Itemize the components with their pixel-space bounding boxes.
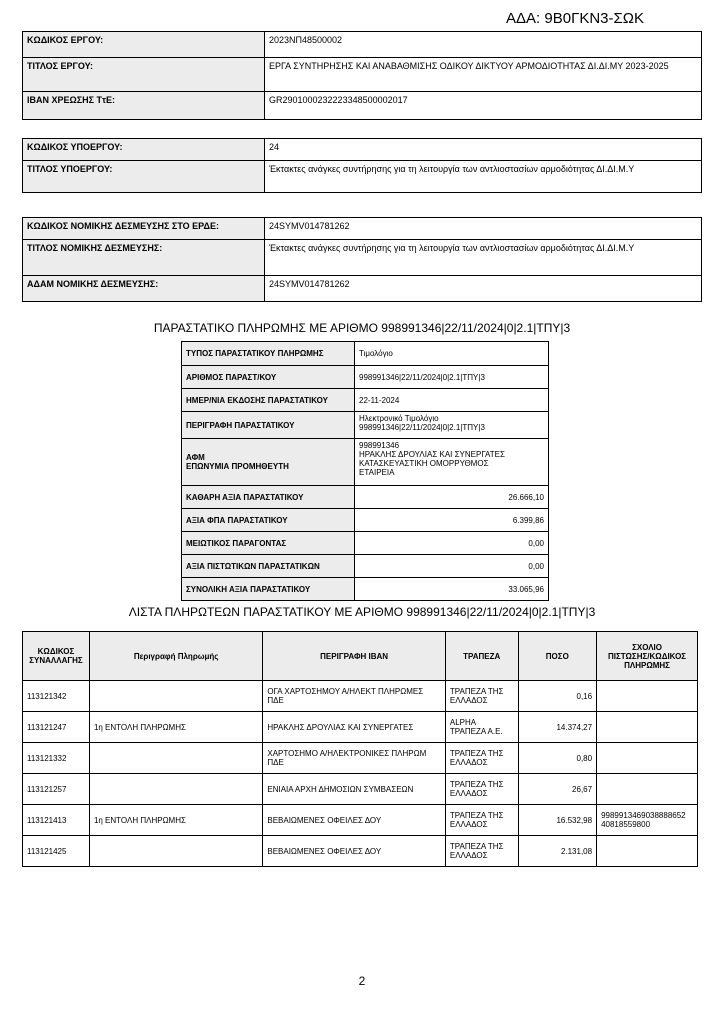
total-label: ΣΥΝΟΛΙΚΗ ΑΞΙΑ ΠΑΡΑΣΤΑΤΙΚΟΥ — [182, 578, 355, 601]
col-iban-header: ΠΕΡΙΓΡΑΦΗ IBAN — [263, 632, 446, 681]
header-line: ΚΩΔΙΚΟΣ — [37, 647, 75, 656]
payee-bank-2: ΕΛΛΑΔΟΣ — [449, 758, 488, 767]
subproject-table — [22, 138, 702, 193]
afm-number: 998991346 — [359, 441, 400, 450]
payee-code: 113121247 — [27, 722, 67, 732]
payee-bank — [445, 805, 518, 836]
subproject-code-label: ΚΩΔΙΚΟΣ ΥΠΟΕΡΓΟΥ: — [23, 139, 265, 161]
table-row — [182, 389, 549, 412]
payees-table — [22, 631, 698, 867]
payee-code — [23, 805, 90, 836]
col-code-header — [23, 632, 90, 681]
payee-desc — [89, 681, 262, 712]
payee-bank-1: ΤΡΑΠΕΖΑ ΤΗΣ — [449, 811, 504, 820]
payee-bank-1: ΤΡΑΠΕΖΑ ΤΗΣ — [449, 842, 504, 851]
payee-bank-2: ΕΛΛΑΔΟΣ — [449, 789, 488, 798]
payee-desc — [89, 836, 262, 867]
payee-code — [23, 743, 90, 774]
payees-title: ΛΙΣΤΑ ΠΛΗΡΩΤΕΩΝ ΠΑΡΑΣΤΑΤΙΚΟΥ ΜΕ ΑΡΙΘΜΟ 998991346|22/11/2024|0|2.1|ΤΠΥ|3 — [128, 605, 596, 619]
payee-note — [597, 836, 698, 867]
payee-note — [597, 774, 698, 805]
payee-amount: 0,16 — [576, 691, 593, 701]
payee-bank — [445, 743, 518, 774]
payee-amount — [518, 774, 597, 805]
table-row — [23, 836, 698, 867]
commitment-title-label: ΤΙΤΛΟΣ ΝΟΜΙΚΗΣ ΔΕΣΜΕΥΣΗΣ: — [23, 240, 265, 276]
payee-desc — [89, 712, 262, 743]
col-amount-header: ΠΟΣΟ — [518, 632, 597, 681]
commitment-code-value: 24SYMV014781262 — [265, 218, 702, 240]
payee-code: 113121413 — [27, 815, 67, 825]
payee-desc — [89, 805, 262, 836]
payee-iban-1: ΒΕΒΑΙΩΜΕΝΕΣ ΟΦΕΙΛΕΣ ΔΟΥ — [267, 815, 382, 825]
afm-value — [355, 439, 549, 486]
supplier-name-line: ΗΡΑΚΛΗΣ ΔΡΟΥΛΙΑΣ ΚΑΙ ΣΥΝΕΡΓΑΤΕΣ — [359, 450, 505, 459]
payee-code: 113121425 — [27, 846, 67, 856]
invoice-title: ΠΑΡΑΣΤΑΤΙΚΟ ΠΛΗΡΩΜΗΣ ΜΕ ΑΡΙΘΜΟ 998991346|22/11/2024|0|2.1|ΤΠΥ|3 — [153, 321, 571, 335]
payee-iban — [263, 743, 446, 774]
project-code-label: ΚΩΔΙΚΟΣ ΕΡΓΟΥ: — [23, 32, 265, 58]
payee-note-2: 40818559800 — [601, 820, 651, 829]
table-row — [182, 439, 549, 486]
table-row — [182, 578, 549, 601]
col-note-header — [597, 632, 698, 681]
invoice-type-label: ΤΥΠΟΣ ΠΑΡΑΣΤΑΤΙΚΟΥ ΠΛΗΡΩΜΗΣ — [182, 342, 355, 366]
invoice-date-value: 22-11-2024 — [355, 389, 549, 412]
table-row — [23, 161, 702, 193]
payee-iban-1: ΗΡΑΚΛΗΣ ΔΡΟΥΛΙΑΣ ΚΑΙ ΣΥΝΕΡΓΑΤΕΣ — [267, 722, 414, 732]
vat-label: ΑΞΙΑ ΦΠΑ ΠΑΡΑΣΤΑΤΙΚΟΥ — [182, 509, 355, 532]
col-desc-header: Περιγραφή Πληρωμής — [89, 632, 262, 681]
adam-value: 24SYMV014781262 — [265, 276, 702, 302]
payee-note — [597, 743, 698, 774]
header-line: ΠΙΣΤΩΣΗΣ/ΚΩΔΙΚΟΣ — [607, 651, 687, 661]
payee-note-1: 9989913469038888652 — [601, 811, 686, 820]
payee-bank — [445, 712, 518, 743]
credit-label: ΑΞΙΑ ΠΙΣΤΩΤΙΚΩΝ ΠΑΡΑΣΤΑΤΙΚΩΝ — [182, 555, 355, 578]
payee-iban-2: ΠΔΕ — [267, 696, 284, 705]
payee-amount: 14.374,27 — [556, 722, 593, 732]
invoice-desc-line: 998991346|22/11/2024|0|2.1|ΤΠΥ|3 — [359, 423, 485, 432]
net-value: 26.666,10 — [355, 486, 549, 509]
col-bank-header: ΤΡΑΠΕΖΑ — [445, 632, 518, 681]
payee-bank — [445, 836, 518, 867]
payee-code — [23, 712, 90, 743]
payee-amount — [518, 743, 597, 774]
project-code-value: 2023ΝΠ48500002 — [265, 32, 702, 58]
invoice-date-label: ΗΜΕΡ/ΝΙΑ ΕΚΔΟΣΗΣ ΠΑΡΑΣΤΑΤΙΚΟΥ — [182, 389, 355, 412]
table-row — [182, 532, 549, 555]
payee-iban-1: ΟΓΑ ΧΑΡΤΟΣΗΜΟΥ Α/ΗΛΕΚΤ ΠΛΗΡΩΜΕΣ — [267, 687, 424, 696]
payee-code — [23, 836, 90, 867]
table-row — [23, 681, 698, 712]
afm-label — [182, 439, 355, 486]
payee-amount — [518, 805, 597, 836]
table-row — [23, 712, 698, 743]
payee-iban — [263, 774, 446, 805]
payee-code: 113121257 — [27, 784, 67, 794]
invoice-table — [181, 341, 549, 601]
payee-bank-2: ΕΛΛΑΔΟΣ — [449, 820, 488, 829]
vat-value: 6.399,86 — [355, 509, 549, 532]
payee-iban-1: ΕΝΙΑΙΑ ΑΡΧΗ ΔΗΜΟΣΙΩΝ ΣΥΜΒΑΣΕΩΝ — [267, 784, 414, 794]
table-row — [23, 240, 702, 276]
header-line: ΠΛΗΡΩΜΗΣ — [624, 660, 670, 670]
table-row — [182, 412, 549, 439]
payee-iban-1: ΧΑΡΤΟΣΗΜΟ Α/ΗΛΕΚΤΡΟΝΙΚΕΣ ΠΛΗΡΩΜ — [267, 749, 427, 758]
iban-value: GR2901000232223348500002017 — [265, 92, 702, 120]
payee-code: 113121332 — [27, 753, 67, 763]
payee-amount: 0,80 — [576, 753, 593, 763]
header-line: ΣΥΝΑΛΛΑΓΗΣ — [29, 656, 83, 665]
supplier-name-line: ΚΑΤΑΣΚΕΥΑΣΤΙΚΗ ΟΜΟΡΡΥΘΜΟΣ — [359, 459, 489, 468]
payee-desc — [89, 743, 262, 774]
total-value: 33.065,96 — [355, 578, 549, 601]
commitment-title-value: Έκτακτες ανάγκες συντήρησης για τη λειτουργία των αντλιοστασίων αρμοδιότητας ΔΙ.ΔΙ.Μ.Υ — [265, 240, 702, 276]
ada-code: ΑΔΑ: 9Β0ΓΚΝ3-ΣΩΚ — [506, 10, 644, 27]
table-row — [182, 486, 549, 509]
invoice-number-label: ΑΡΙΘΜΟΣ ΠΑΡΑΣΤ/ΚΟΥ — [182, 366, 355, 389]
reduce-value: 0,00 — [355, 532, 549, 555]
invoice-desc-value — [355, 412, 549, 439]
payee-bank-2: ΕΛΛΑΔΟΣ — [449, 696, 488, 705]
payee-code — [23, 774, 90, 805]
credit-value: 0,00 — [355, 555, 549, 578]
project-table — [22, 31, 702, 120]
afm-label-line: ΑΦΜ — [186, 453, 205, 462]
table-row — [23, 32, 702, 58]
payee-bank-1: ΤΡΑΠΕΖΑ ΤΗΣ — [449, 687, 504, 696]
commitment-code-label: ΚΩΔΙΚΟΣ ΝΟΜΙΚΗΣ ΔΕΣΜΕΥΣΗΣ ΣΤΟ ΕΡΔΕ: — [23, 218, 265, 240]
payee-bank-2: ΕΛΛΑΔΟΣ — [449, 851, 488, 860]
payee-iban — [263, 805, 446, 836]
payee-amount — [518, 681, 597, 712]
payee-iban-1: ΒΕΒΑΙΩΜΕΝΕΣ ΟΦΕΙΛΕΣ ΔΟΥ — [267, 846, 382, 856]
adam-label: ΑΔΑΜ ΝΟΜΙΚΗΣ ΔΕΣΜΕΥΣΗΣ: — [23, 276, 265, 302]
invoice-type-value: Τιμολόγιο — [355, 342, 549, 366]
payee-note — [597, 681, 698, 712]
invoice-desc-label: ΠΕΡΙΓΡΑΦΗ ΠΑΡΑΣΤΑΤΙΚΟΥ — [182, 412, 355, 439]
payee-bank-1: ΤΡΑΠΕΖΑ ΤΗΣ — [449, 749, 504, 758]
payee-bank — [445, 774, 518, 805]
payee-iban — [263, 712, 446, 743]
table-row — [23, 218, 702, 240]
invoice-number-value: 998991346|22/11/2024|0|2.1|ΤΠΥ|3 — [355, 366, 549, 389]
table-row — [23, 58, 702, 92]
payee-amount — [518, 836, 597, 867]
iban-label: IBAN ΧΡΕΩΣΗΣ ΤτΕ: — [23, 92, 265, 120]
subproject-title-label: ΤΙΤΛΟΣ ΥΠΟΕΡΓΟΥ: — [23, 161, 265, 193]
table-row — [23, 743, 698, 774]
table-header-row — [23, 632, 698, 681]
payee-bank-2: ΤΡΑΠΕΖΑ Α.Ε. — [449, 727, 503, 736]
payee-iban — [263, 681, 446, 712]
invoice-desc-line: Ηλεκτρονικό Τιμολόγιο — [359, 414, 439, 423]
payee-code: 113121342 — [27, 691, 67, 701]
payee-bank-1: ΤΡΑΠΕΖΑ ΤΗΣ — [449, 780, 504, 789]
payee-desc — [89, 774, 262, 805]
payee-code — [23, 681, 90, 712]
payee-iban-2: ΠΔΕ — [267, 758, 284, 767]
reduce-label: ΜΕΙΩΤΙΚΟΣ ΠΑΡΑΓΟΝΤΑΣ — [182, 532, 355, 555]
table-row — [23, 805, 698, 836]
table-row — [23, 774, 698, 805]
table-row — [23, 276, 702, 302]
table-row — [23, 92, 702, 120]
payee-note — [597, 712, 698, 743]
payee-note — [597, 805, 698, 836]
payee-amount: 16.532,98 — [556, 815, 593, 825]
page-number: 2 — [358, 974, 366, 988]
payee-bank — [445, 681, 518, 712]
payee-bank-1: ALPHA — [449, 718, 477, 727]
table-row — [182, 509, 549, 532]
project-title-value: ΕΡΓΑ ΣΥΝΤΗΡΗΣΗΣ ΚΑΙ ΑΝΑΒΑΘΜΙΣΗΣ ΟΔΙΚΟΥ ΔΙΚΤΥΟΥ ΑΡΜΟΔΙΟΤΗΤΑΣ ΔΙ.ΔΙ.ΜΥ 2023-2025 — [265, 58, 702, 92]
payee-iban — [263, 836, 446, 867]
payee-amount: 26,67 — [572, 784, 593, 794]
payee-desc: 1η ΕΝΤΟΛΗ ΠΛΗΡΩΜΗΣ — [93, 815, 186, 825]
supplier-name-line: ΕΤΑΙΡΕΙΑ — [359, 468, 395, 477]
payee-desc: 1η ΕΝΤΟΛΗ ΠΛΗΡΩΜΗΣ — [93, 722, 186, 732]
supplier-label-line: ΕΠΩΝΥΜΙΑ ΠΡΟΜΗΘΕΥΤΗ — [186, 462, 289, 471]
payee-amount — [518, 712, 597, 743]
net-label: ΚΑΘΑΡΗ ΑΞΙΑ ΠΑΡΑΣΤΑΤΙΚΟΥ — [182, 486, 355, 509]
table-row — [23, 139, 702, 161]
project-title-label: ΤΙΤΛΟΣ ΕΡΓΟΥ: — [23, 58, 265, 92]
table-row — [182, 555, 549, 578]
table-row — [182, 342, 549, 366]
table-row — [182, 366, 549, 389]
subproject-code-value: 24 — [265, 139, 702, 161]
commitment-table — [22, 217, 702, 302]
payee-amount: 2.131,08 — [560, 846, 593, 856]
subproject-title-value: Έκτακτες ανάγκες συντήρησης για τη λειτουργία των αντλιοστασίων αρμοδιότητας ΔΙ.ΔΙ.Μ.Υ — [265, 161, 702, 193]
header-line: ΣΧΟΛΙΟ — [632, 642, 662, 652]
